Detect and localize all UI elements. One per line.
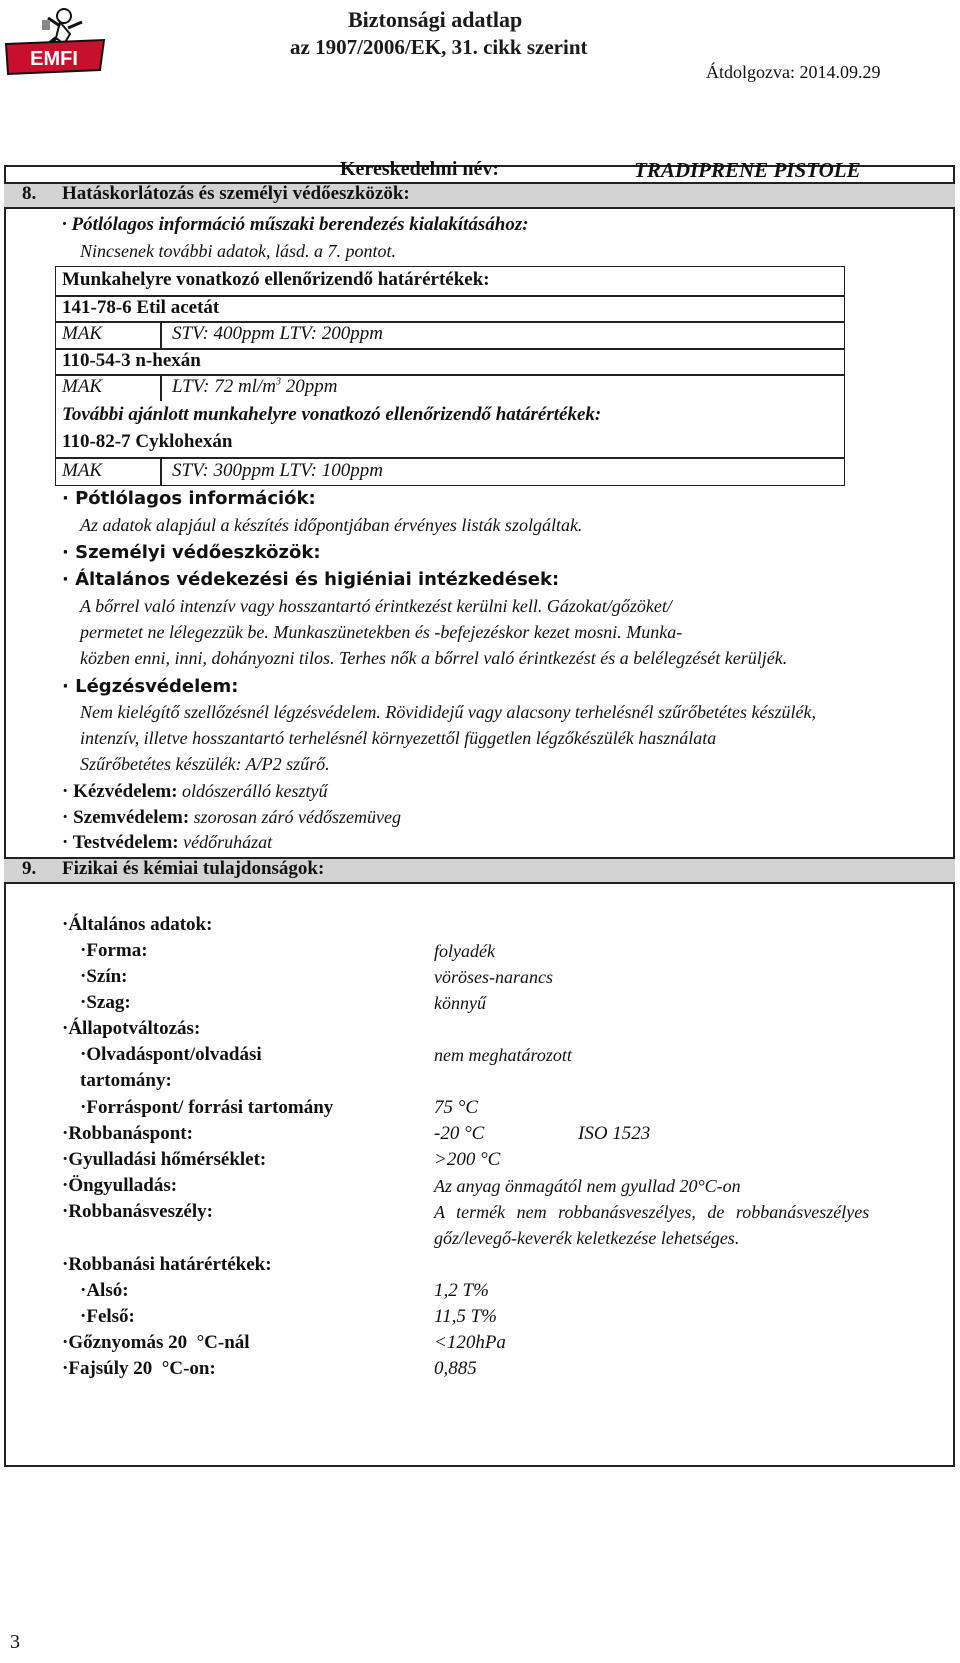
general-measures-line-1: A bőrrel való intenzív vagy hosszantartó érintkezést kerülni kell. Gázokat/gőzöket/ (80, 596, 672, 616)
ppe-label: · Személyi védőeszközök: (62, 542, 321, 563)
general-measures-label: · Általános védekezési és higiéniai intézkedések: (62, 569, 560, 590)
odor-label: ·Szag: (80, 992, 131, 1013)
ignition-temp-label: ·Gyulladási hőmérséklet: (62, 1149, 267, 1170)
substance-1-type: MAK (62, 323, 103, 344)
self-ignition-label: ·Öngyulladás: (62, 1175, 178, 1196)
limits-title: Munkahelyre vonatkozó ellenőrizendő határértékek: (62, 269, 490, 290)
emfi-logo (4, 4, 108, 80)
revision-date: Átdolgozva: 2014.09.29 (706, 62, 881, 82)
further-limits-title: További ajánlott munkahelyre vonatkozó ellenőrizendő határértékek: (62, 404, 602, 425)
flash-point-label: ·Robbanáspont: (62, 1123, 193, 1144)
extra-info-text: Az adatok alapjául a készítés időpontjában érvényes listák szolgáltak. (80, 515, 583, 535)
respiratory-line-1: Nem kielégítő szellőzésnél légzésvédelem. Rövididejű vagy alacsony terhelésnél szűrőbetétes készülék, (80, 702, 816, 722)
respiratory-label: · Légzésvédelem: (62, 676, 239, 697)
substance-3-type: MAK (62, 460, 103, 481)
tech-info-text: Nincsenek további adatok, lásd. a 7. pontot. (80, 241, 396, 261)
lower-limit-label: ·Alsó: (80, 1280, 129, 1301)
form-value: folyadék (434, 941, 495, 961)
respiratory-line-2: intenzív, illetve hosszantartó terhelésnél környezettől független légzőkészülék használata (80, 728, 717, 748)
section-8-number: 8. (22, 183, 37, 204)
trade-name-label: Kereskedelmi név: (340, 158, 500, 180)
substance-3-values: STV: 300ppm LTV: 100ppm (172, 460, 383, 481)
section-9-number: 9. (22, 858, 37, 879)
eye-protection: · Szemvédelem: szorosan záró védőszemüveg (62, 807, 401, 828)
color-label: ·Szín: (80, 966, 128, 987)
flash-point-value: -20 °C (434, 1123, 485, 1144)
color-value: vöröses-narancs (434, 967, 553, 987)
logo-text: EMFI (30, 48, 78, 70)
hand-protection: · Kézvédelem: oldószerálló kesztyű (62, 781, 328, 802)
trade-name-value: TRADIPRENE PISTOLE (634, 158, 861, 182)
melting-label-2: tartomány: (80, 1070, 172, 1091)
ignition-temp-value: >200 °C (434, 1149, 501, 1170)
melting-label-1: ·Olvadáspont/olvadási (80, 1044, 262, 1065)
upper-limit-label: ·Felső: (80, 1306, 135, 1327)
explosion-hazard-line-1: A termék nem robbanásveszélyes, de robbanásveszélyes (434, 1202, 870, 1222)
body-protection: · Testvédelem: védőruházat (62, 832, 273, 853)
density-value: 0,885 (434, 1358, 477, 1379)
melting-value: nem meghatározott (434, 1045, 572, 1065)
substance-2-name: 110-54-3 n-hexán (62, 350, 201, 371)
substance-3-name: 110-82-7 Cyklohexán (62, 431, 233, 452)
lower-limit-value: 1,2 T% (434, 1280, 489, 1301)
extra-info-label: · Pótlólagos információk: (62, 488, 316, 509)
self-ignition-value: Az anyag önmagától nem gyullad 20°C-on (434, 1176, 741, 1196)
flash-point-standard: ISO 1523 (578, 1123, 651, 1144)
substance-1-name: 141-78-6 Etil acetát (62, 297, 220, 318)
explosion-limits-label: ·Robbanási határértékek: (62, 1254, 272, 1275)
form-label: ·Forma: (80, 940, 148, 961)
document-title: Biztonsági adatlap (348, 7, 523, 32)
boiling-label: ·Forráspont/ forrási tartomány (80, 1097, 334, 1118)
substance-1-values: STV: 400ppm LTV: 200ppm (172, 323, 383, 344)
substance-2-values: LTV: 72 $ml/m^3$ 20ppm (172, 376, 338, 397)
tech-info-label: · Pótlólagos információ műszaki berendezés kialakításához: (62, 214, 529, 235)
substance-2-type: MAK (62, 376, 103, 397)
page-number: 3 (10, 1631, 20, 1653)
respiratory-line-3: Szűrőbetétes készülék: A/P2 szűrő. (80, 754, 330, 774)
document-subtitle: az 1907/2006/EK, 31. cikk szerint (290, 35, 588, 59)
upper-limit-value: 11,5 T% (434, 1306, 497, 1327)
explosion-hazard-line-2: gőz/levegő-keverék keletkezése lehetséges. (434, 1228, 740, 1248)
vapor-pressure-label: ·Gőznyomás 20 °C-nál (62, 1332, 250, 1353)
explosion-hazard-label: ·Robbanásveszély: (62, 1201, 213, 1222)
vapor-pressure-value: <120hPa (434, 1332, 506, 1353)
boiling-value: 75 °C (434, 1097, 479, 1118)
state-change-label: ·Állapotváltozás: (62, 1018, 201, 1039)
general-data-label: ·Általános adatok: (62, 914, 213, 935)
general-measures-line-2: permetet ne lélegezzük be. Munkaszünetekben és -befejezéskor kezet mosni. Munka- (80, 622, 683, 642)
section-9-title: Fizikai és kémiai tulajdonságok: (62, 858, 325, 879)
density-label: ·Fajsúly 20 °C-on: (62, 1358, 216, 1379)
odor-value: könnyű (434, 993, 486, 1013)
section-8-title: Hatáskorlátozás és személyi védőeszközök: (62, 183, 410, 204)
general-measures-line-3: közben enni, inni, dohányozni tilos. Terhes nők a bőrrel való érintkezést és a belélegzését kerüljék. (80, 648, 788, 668)
